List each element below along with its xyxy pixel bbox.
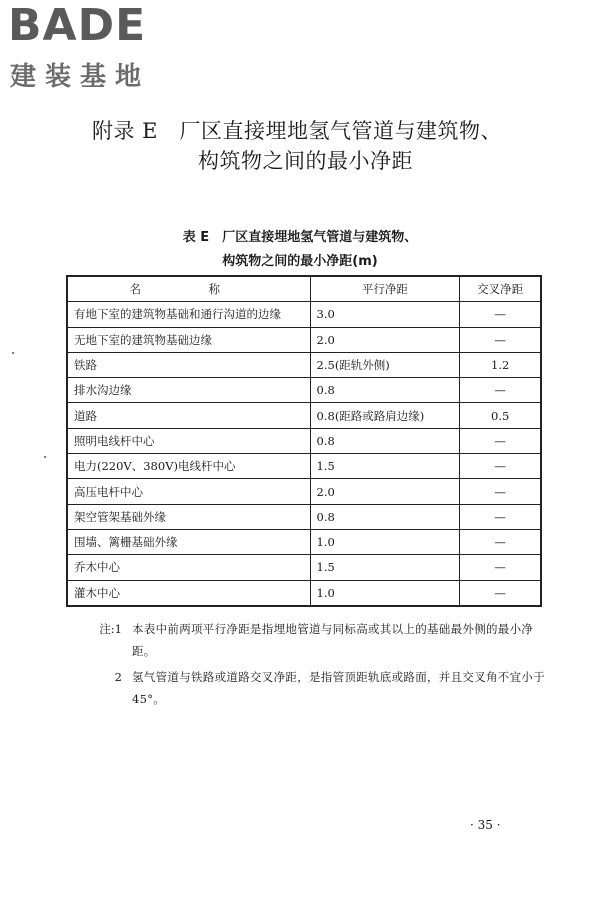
cell-name: 围墙、篱栅基础外缘 xyxy=(67,529,310,554)
cell-cross: — xyxy=(460,479,541,504)
cell-cross: — xyxy=(460,454,541,479)
note-number: 2 xyxy=(114,670,122,684)
cell-name: 无地下室的建筑物基础边缘 xyxy=(67,327,310,352)
table-row xyxy=(67,454,541,479)
table-row xyxy=(67,302,541,327)
cell-parallel: 0.8 xyxy=(310,504,460,529)
distance-table xyxy=(66,275,542,607)
table-notes xyxy=(92,618,552,710)
cell-cross: — xyxy=(460,504,541,529)
cell-cross: — xyxy=(460,378,541,403)
cell-cross: — xyxy=(460,580,541,606)
logo-brand-text: BADE xyxy=(8,0,147,51)
table-row xyxy=(67,378,541,403)
cell-name: 高压电杆中心 xyxy=(67,479,310,504)
page-number: · 35 · xyxy=(470,818,501,832)
scan-speck xyxy=(12,352,14,354)
header-cross: 交叉净距 xyxy=(460,276,541,302)
cell-parallel: 0.8 xyxy=(310,428,460,453)
cell-parallel: 1.5 xyxy=(310,454,460,479)
scan-speck xyxy=(44,456,46,458)
appendix-title-line2: 构筑物之间的最小净距 xyxy=(198,149,413,173)
cell-parallel: 0.8 xyxy=(310,378,460,403)
table-row xyxy=(67,479,541,504)
table-row xyxy=(67,327,541,352)
table-row xyxy=(67,352,541,377)
table-row xyxy=(67,504,541,529)
cell-name: 照明电线杆中心 xyxy=(67,428,310,453)
cell-name: 乔木中心 xyxy=(67,555,310,580)
cell-parallel: 2.0 xyxy=(310,479,460,504)
note-text: 本表中前两项平行净距是指埋地管道与同标高或其以上的基础最外侧的最小净距。 xyxy=(132,622,534,658)
cell-parallel: 2.5(距轨外侧) xyxy=(310,352,460,377)
table-row xyxy=(67,580,541,606)
brand-logo xyxy=(8,0,178,92)
cell-cross: — xyxy=(460,555,541,580)
header-name: 名 称 xyxy=(67,276,310,302)
appendix-title-line1: 附录 E 厂区直接埋地氢气管道与建筑物、 xyxy=(92,119,503,143)
cell-parallel: 1.0 xyxy=(310,580,460,606)
logo-subtitle: 建装基地 xyxy=(10,62,151,92)
table-caption-line2: 构筑物之间的最小净距(m) xyxy=(222,254,378,269)
note-text: 氢气管道与铁路或道路交叉净距，是指管顶距轨底或路面，并且交叉角不宜小于 45°。 xyxy=(132,670,545,706)
table-header-row xyxy=(67,276,541,302)
cell-name: 道路 xyxy=(67,403,310,428)
cell-cross: — xyxy=(460,529,541,554)
cell-parallel: 3.0 xyxy=(310,302,460,327)
cell-name: 排水沟边缘 xyxy=(67,378,310,403)
table-caption-line1: 表 E 厂区直接埋地氢气管道与建筑物、 xyxy=(182,230,418,245)
cell-name: 灌木中心 xyxy=(67,580,310,606)
note-number: 注:1 xyxy=(99,622,122,636)
table-caption xyxy=(60,226,540,274)
cell-parallel: 1.5 xyxy=(310,555,460,580)
table-row xyxy=(67,529,541,554)
note-item xyxy=(92,666,552,710)
cell-parallel: 2.0 xyxy=(310,327,460,352)
appendix-title xyxy=(92,116,552,176)
table-row xyxy=(67,428,541,453)
cell-cross: — xyxy=(460,327,541,352)
cell-cross: — xyxy=(460,302,541,327)
cell-parallel: 0.8(距路或路肩边缘) xyxy=(310,403,460,428)
note-item xyxy=(92,618,552,662)
table-row xyxy=(67,555,541,580)
cell-name: 有地下室的建筑物基础和通行沟道的边缘 xyxy=(67,302,310,327)
table-row xyxy=(67,403,541,428)
cell-name: 铁路 xyxy=(67,352,310,377)
cell-cross: 1.2 xyxy=(460,352,541,377)
header-parallel: 平行净距 xyxy=(310,276,460,302)
cell-name: 电力(220V、380V)电线杆中心 xyxy=(67,454,310,479)
cell-parallel: 1.0 xyxy=(310,529,460,554)
cell-cross: — xyxy=(460,428,541,453)
cell-name: 架空管架基础外缘 xyxy=(67,504,310,529)
cell-cross: 0.5 xyxy=(460,403,541,428)
